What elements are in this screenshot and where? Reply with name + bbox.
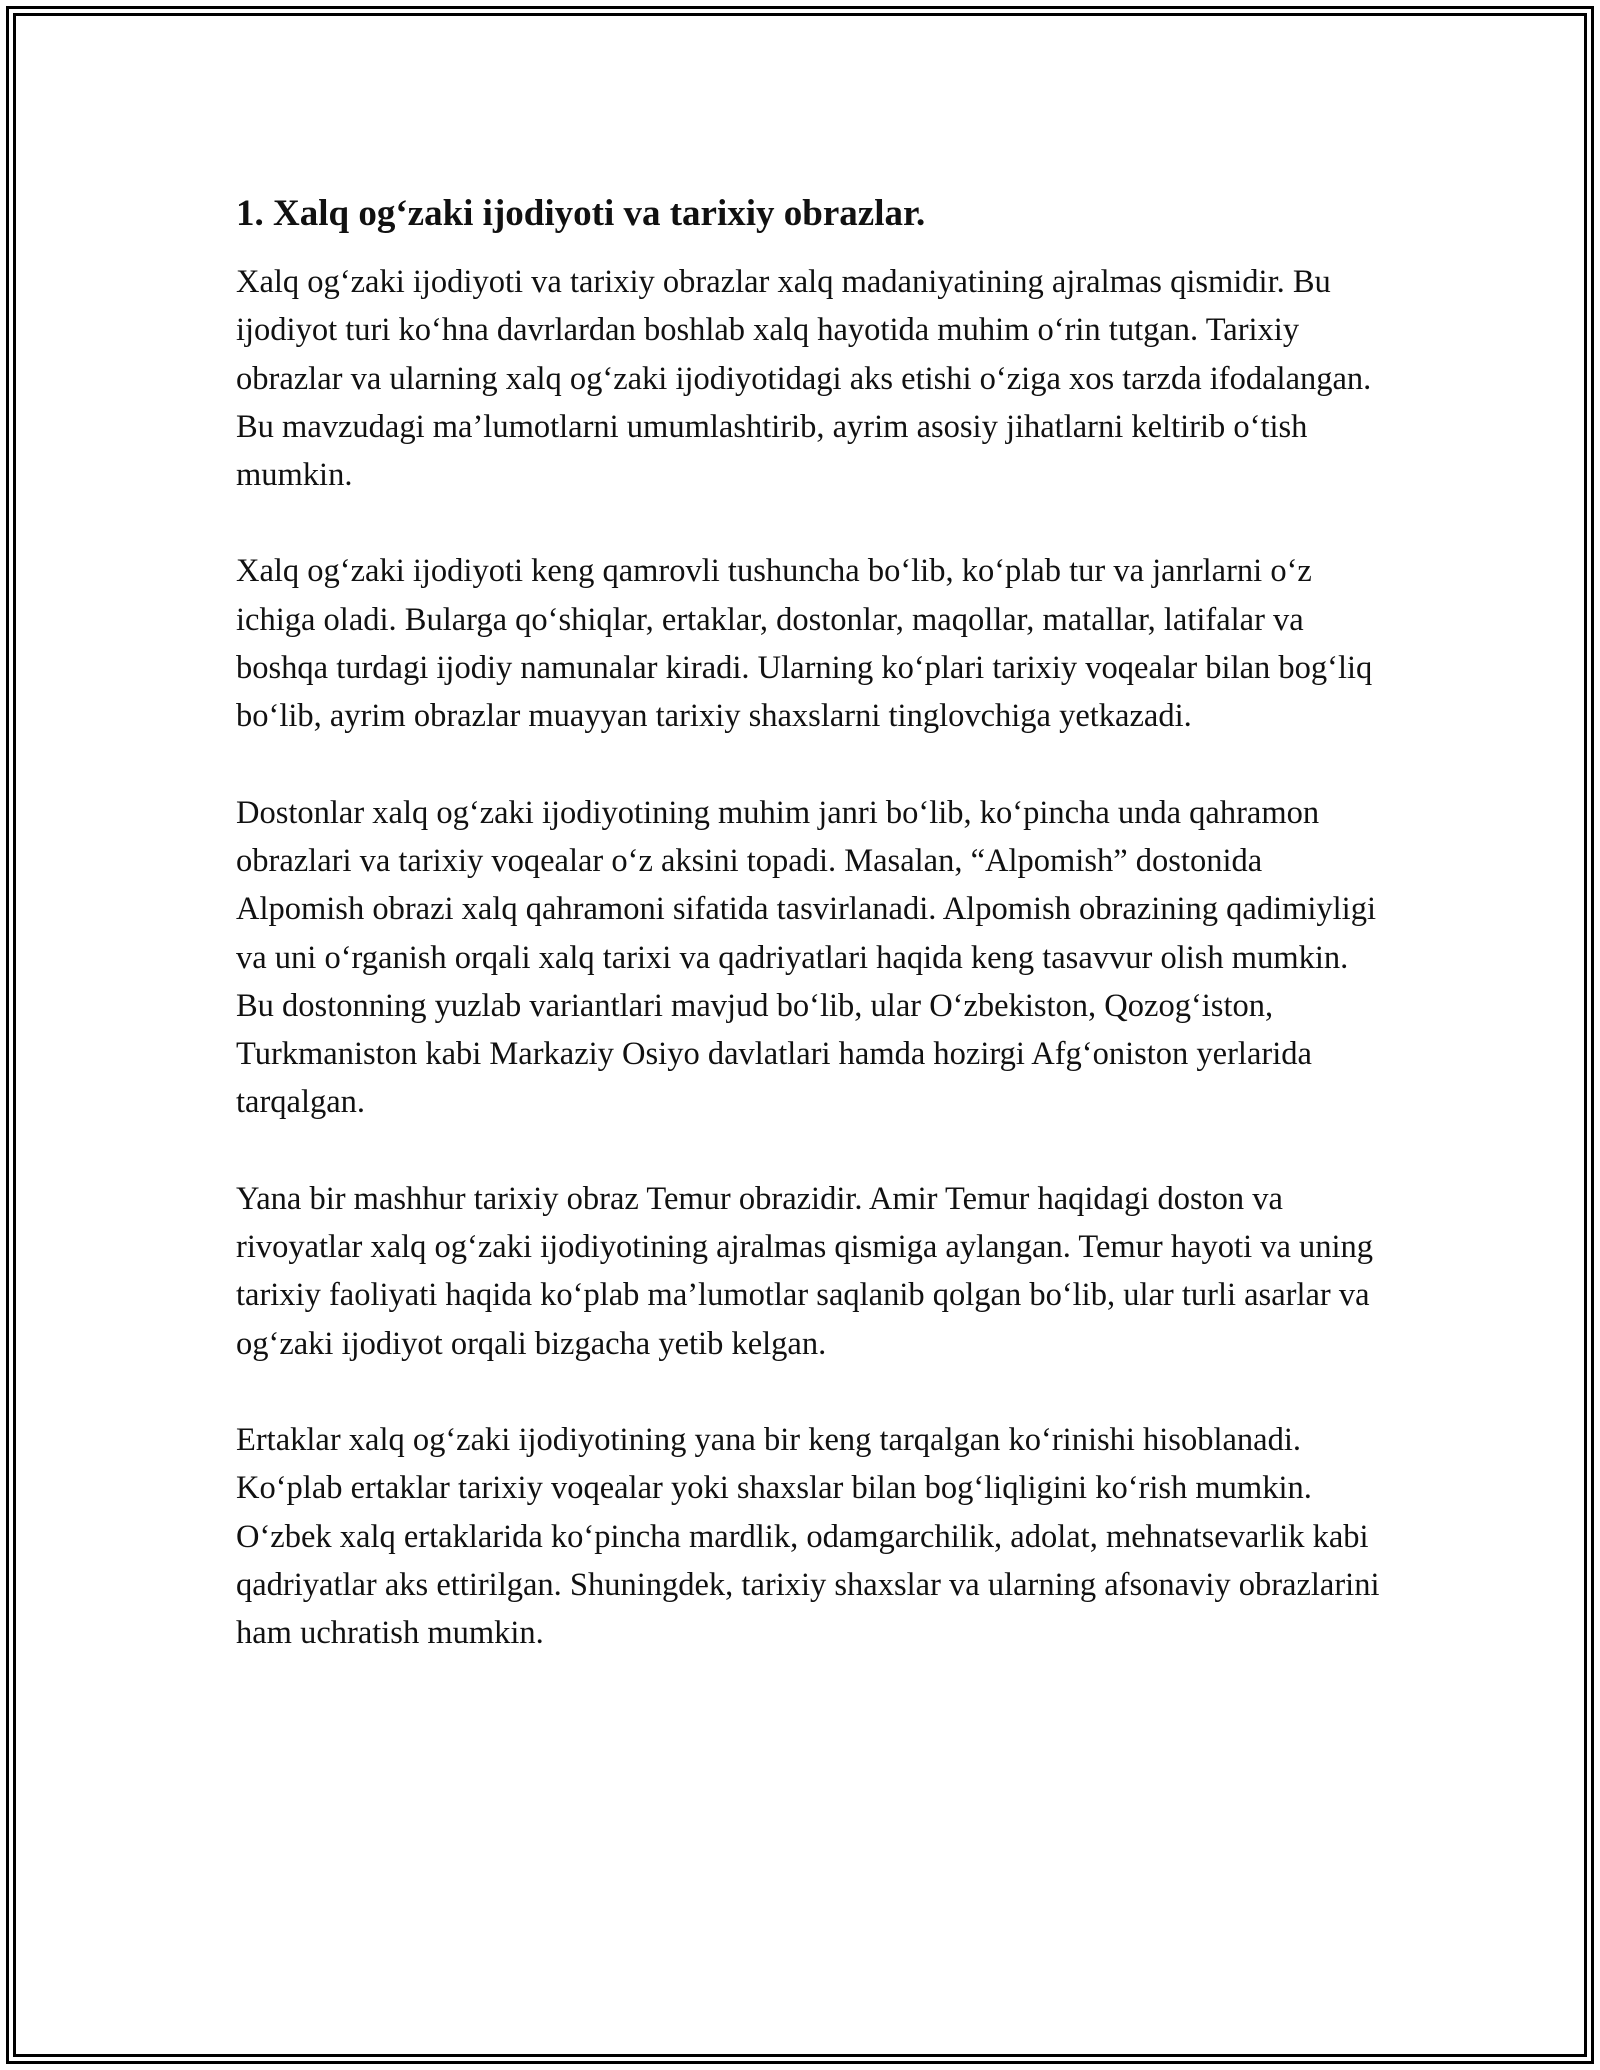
paragraph-intro: Xalq og‘zaki ijodiyoti va tarixiy obrazlar xalq madaniyatining ajralmas qismidir. Bu ijodiyot turi ko‘hna davrlardan boshlab xalq hayotida muhim o‘rin tutgan. Tarixiy obrazlar va ularning xalq og‘zaki ijodiyotidagi aks etishi o‘ziga xos tarzda ifodalangan. Bu mavzudagi ma’lumotlarni umumlashtirib, ayrim asosiy jihatlarni keltirib o‘tish mumkin.	[236, 264, 1372, 494]
paragraph-genres: Xalq og‘zaki ijodiyoti keng qamrovli tushuncha bo‘lib, ko‘plab tur va janrlarni o‘z ichiga oladi. Bularga qo‘shiqlar, ertaklar, dostonlar, maqollar, matallar, latifalar va boshqa turdagi ijodiy namunalar kiradi. Ularning ko‘plari tarixiy voqealar bilan bog‘liq bo‘lib, ayrim obrazlar muayyan tarixiy shaxslarni tinglovchiga yetkazadi.	[236, 553, 1373, 735]
paragraph-ertaklar: Ertaklar xalq og‘zaki ijodiyotining yana bir keng tarqalgan ko‘rinishi hisoblanadi. Ko‘plab ertaklar tarixiy voqealar yoki shaxslar bilan bog‘liqligini ko‘rish mumkin. O‘zbek xalq ertaklarida ko‘pincha mardlik, odamgarchilik, adolat, mehnatsevarlik kabi qadriyatlar aks ettirilgan. Shuningdek, tarixiy shaxslar va ularning afsonaviy obrazlarini ham uchratish mumkin.	[236, 1421, 1380, 1652]
document-body	[236, 188, 1386, 1705]
paragraph-dostons: Dostonlar xalq og‘zaki ijodiyotining muhim janri bo‘lib, ko‘pincha unda qahramon obrazlari va tarixiy voqealar o‘z aksini topadi. Masalan, “Alpomish” dostonida Alpomish obrazi xalq qahramoni sifatida tasvirlanadi. Alpomish obrazining qadimiyligi va uni o‘rganish orqali xalq tarixi va qadriyatlari haqida keng tasavvur olish mumkin. Bu dostonning yuzlab variantlari mavjud bo‘lib, ular O‘zbekiston, Qozog‘iston, Turkmaniston kabi Markaziy Osiyo davlatlari hamda hozirgi Afg‘oniston yerlarida tarqalgan.	[236, 794, 1376, 1121]
paragraph-temur: Yana bir mashhur tarixiy obraz Temur obrazidir. Amir Temur haqidagi doston va rivoyatlar xalq og‘zaki ijodiyotining ajralmas qismiga aylangan. Temur hayoti va uning tarixiy faoliyati haqida ko‘plab ma’lumotlar saqlanib qolgan bo‘lib, ular turli asarlar va og‘zaki ijodiyot orqali bizgacha yetib kelgan.	[236, 1180, 1374, 1362]
section-heading: 1. Xalq og‘zaki ijodiyoti va tarixiy obrazlar.	[236, 193, 926, 234]
